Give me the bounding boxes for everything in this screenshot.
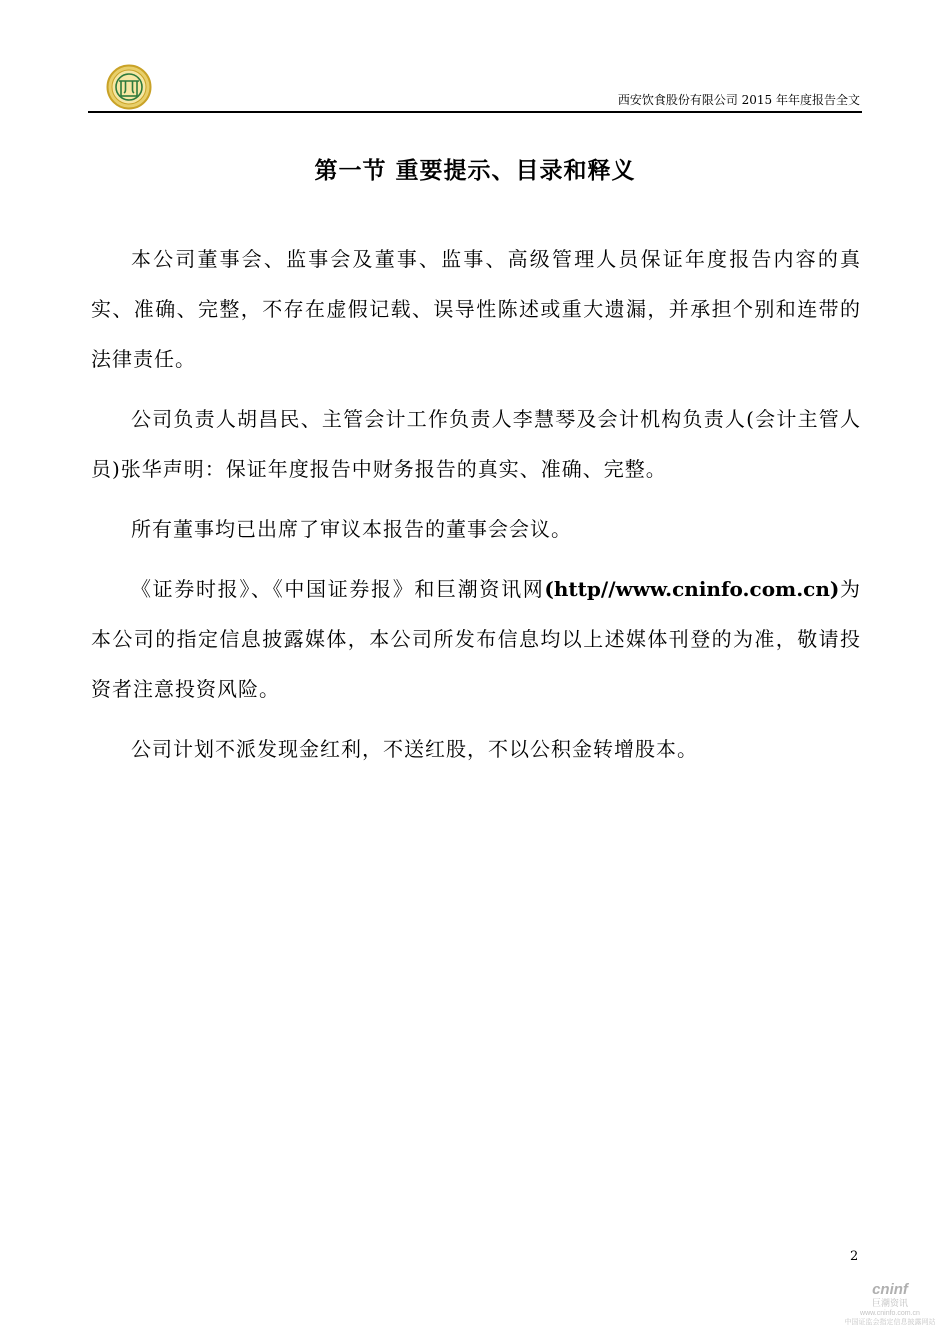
watermark-subtitle: 巨潮资讯 bbox=[871, 1298, 908, 1308]
page-number: 2 bbox=[850, 1249, 859, 1264]
document-body bbox=[91, 234, 861, 784]
company-logo bbox=[106, 64, 152, 110]
paragraph-statement: 公司负责人胡昌民、主管会计工作负责人李慧琴及会计机构负责人(会计主管人员)张华声明：保证年度报告中财务报告的真实、准确、完整。 bbox=[91, 407, 861, 481]
paragraph-media bbox=[91, 564, 861, 714]
header-report-title: 西安饮食股份有限公司 2015 年年度报告全文 bbox=[617, 93, 860, 107]
watermark-brand: cninf bbox=[872, 1281, 908, 1298]
cninfo-watermark bbox=[842, 1282, 938, 1338]
media-names: 《证券时报》、《中国证券报》和巨潮资讯网 bbox=[131, 577, 545, 601]
paragraph-dividend: 公司计划不派发现金红利，不送红股，不以公积金转增股本。 bbox=[131, 737, 698, 761]
media-disclaimer: 为本公司的指定信息披露媒体，本公司所发布信息均以上述媒体刊登的为准，敬请投资者注意投资风险。 bbox=[91, 577, 862, 701]
watermark-tagline: 中国证监会指定信息披露网站 bbox=[844, 1319, 936, 1326]
paragraph-responsibility: 本公司董事会、监事会及董事、监事、高级管理人员保证年度报告内容的真实、准确、完整，不存在虚假记载、误导性陈述或重大遗漏，并承担个别和连带的法律责任。 bbox=[91, 247, 861, 371]
header-divider bbox=[88, 111, 862, 113]
media-url: (http//www.cninfo.com.cn) bbox=[544, 577, 840, 601]
section-title: 第一节 重要提示、目录和释义 bbox=[314, 157, 636, 184]
paragraph-attendance: 所有董事均已出席了审议本报告的董事会会议。 bbox=[131, 517, 572, 541]
watermark-url: www.cninfo.com.cn bbox=[860, 1310, 920, 1317]
company-logo-icon bbox=[106, 64, 152, 110]
